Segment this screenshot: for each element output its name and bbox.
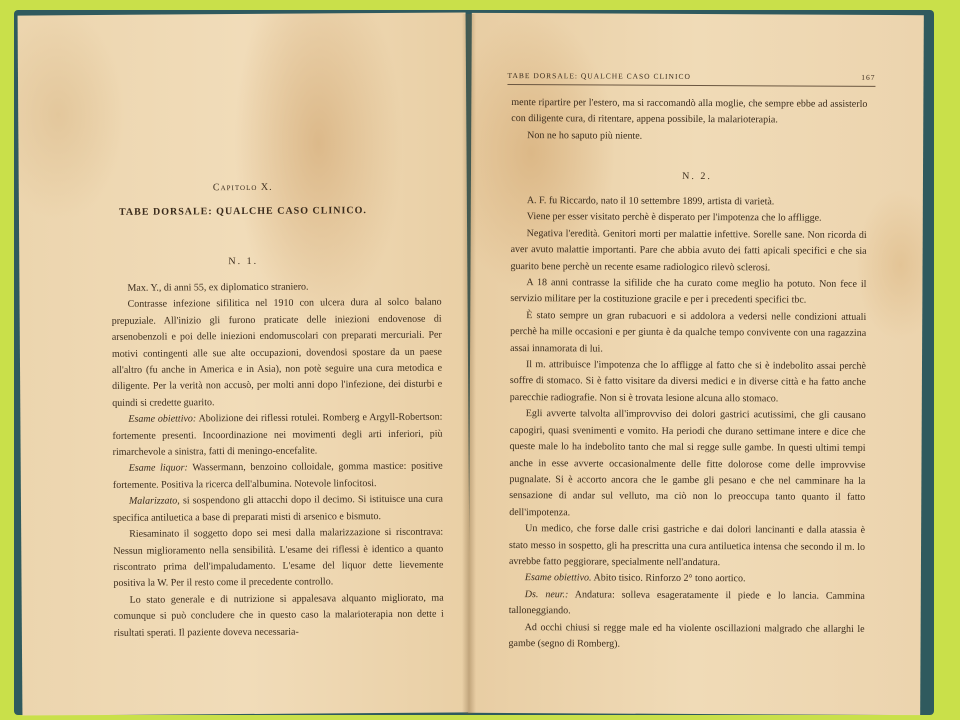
paragraph <box>113 459 443 494</box>
case-heading-1: N. 1. <box>228 255 259 268</box>
paragraph-text: Max. Y., di anni 55, ex diplomatico straniero. <box>127 281 309 294</box>
running-head-title: TABE DORSALE: QUALCHE CASO CLINICO <box>507 71 691 81</box>
paragraph <box>511 209 867 227</box>
right-body-text <box>508 193 866 654</box>
paragraph <box>511 193 867 211</box>
paragraph-text: A 18 anni contrasse la sifilide che ha curato come meglio ha potuto. Non fece il servizio militare per la costituzione gracile e per i precedenti specifici tbc. <box>510 277 867 307</box>
paragraph <box>113 525 443 593</box>
paragraph-text: Riesaminato il soggetto dopo sei mesi dalla malarizzazione si riscontrava: Nessun miglioramento nella sensibilità. L'esame dei riflessi è identico a quanto riscontrato prima dell'impaludamento. L'esame del liquor dette lievemente positiva la W. Per il resto come il precedente controllo. <box>113 526 444 590</box>
paragraph <box>511 95 867 130</box>
paragraph <box>510 308 866 359</box>
paragraph-text: Abolizione dei riflessi rotulei. Romberg e Argyll-Robertson: fortemente presenti. Incoordinazione nei movimenti degli arti inferiori, più rimarchevole a sinistra, fatti di meningo-encefalite. <box>112 411 443 458</box>
book-gutter <box>462 14 476 714</box>
paragraph <box>113 492 443 527</box>
paragraph-text: Non ne ho saputo più niente. <box>527 129 643 142</box>
paragraph-text: Wassermann, benzoino colloidale, gomma mastice: positive fortemente. Positiva la ricerca dell'albumina. Notevole linfocitosi. <box>112 461 443 491</box>
case-heading-2: N. 2. <box>682 170 712 183</box>
paragraph-label: Esame liquor: <box>128 462 188 475</box>
running-head <box>507 71 875 87</box>
paragraph-text: Egli avverte talvolta all'improvviso dei dolori gastrici acutissimi, che gli causano capogiri, quasi svenimenti e vomito. Ha periodi che durano settimane intere e dice che queste male lo ha indebolito tanto che mal si regge sulle gambe. In questi ultimi tempi anche in esse avverte occasionalmente delle fitte dolorose come delle improvvise pugnalate. Si è accorto ancora che le gambe gli pesano e che nel camminare ha la sensazione di andar sul velluto, ma ciò non lo preoccupa tanto quanto il fatto dell'impotenza. <box>509 408 866 519</box>
paragraph-text: È stato sempre un gran rubacuori e si addolora a vedersi nelle condizioni attuali perchè ha mille occasioni e per giunta è da qualche tempo convivente con una ragazzina assai innamorata di lui. <box>510 309 867 355</box>
paragraph <box>509 570 865 588</box>
paragraph <box>509 406 866 523</box>
paragraph-text: si sospendono gli attacchi dopo il decimo. Si istituisce una cura specifica antiluetica a base di preparati misti di arsenico e bismuto. <box>113 493 443 524</box>
paragraph <box>510 226 866 277</box>
left-page <box>18 12 471 715</box>
paragraph-text: Il m. attribuisce l'impotenza che lo affligge al fatto che si è indebolito assai perchè soffre di stomaco. Si è fatto visitare da diversi medici e in diverse città e ha fatto anche parecchie radiografie. Non si è trovata lesione alcuna allo stomaco. <box>509 359 867 405</box>
paragraph-text: Andatura: solleva esageratamente il piede e lo lancia. Cammina talloneggiando. <box>508 589 865 617</box>
paragraph <box>114 590 444 642</box>
paragraph-text: Ad occhi chiusi si regge male ed ha violente oscillazioni malgrado che allarghi le gambe (segno di Romberg). <box>508 621 865 650</box>
paragraph-label: Esame obiettivo. <box>524 572 592 584</box>
paragraph-label: Ds. neur.: <box>524 588 569 601</box>
paragraph-text: Lo stato generale e di nutrizione si appalesava alquanto migliorato, ma comunque si può concludere che in questo caso la malarioterapia non dette i risultati sperati. Il paziente doveva necessaria- <box>113 592 444 639</box>
paragraph <box>508 620 864 655</box>
paragraph-text: A. F. fu Riccardo, nato il 10 settembre 1899, artista di varietà. <box>526 195 775 208</box>
paragraph <box>510 357 866 408</box>
paragraph-label: Malarizzato, <box>128 495 180 508</box>
page-number: 167 <box>861 72 876 82</box>
chapter-number: Capitolo X. <box>212 181 273 194</box>
left-body-text <box>111 279 444 642</box>
paragraph <box>509 587 865 622</box>
paragraph-label: Esame obiettivo: <box>128 413 197 426</box>
paragraph-text: Contrasse infezione sifilitica nel 1910 con ulcera dura al solco balano prepuziale. All'inizio gli furono praticate delle iniezioni endovenose di arsenobenzoli e poi delle iniezioni endomuscolari con preparati mercuriali. Per motivi contingenti alle sue alte occupazioni, dovendosi spostare da un paese all'altro (fu anche in America e in Asia), non potè seguire una cura metodica e diligente. Per la verità non accusò, per molti anni dopo l'infezione, dei disturbi e quindi si credette guarito. <box>111 297 443 409</box>
paragraph <box>112 410 442 462</box>
chapter-title: TABE DORSALE: QUALCHE CASO CLINICO. <box>118 205 367 218</box>
right-top-text <box>511 95 867 146</box>
paragraph <box>112 295 443 412</box>
right-page <box>468 13 924 715</box>
paragraph <box>510 275 866 310</box>
paragraph <box>511 128 867 146</box>
paragraph-text: mente ripartire per l'estero, ma si raccomandò alla moglie, che sempre ebbe ad assisterlo con diligente cura, di ritentare, appena possibile, la malarioterapia. <box>511 97 868 126</box>
paragraph-text: Negativa l'eredità. Genitori morti per malattie infettive. Sorelle sane. Non ricorda di aver avuto malattie importanti. Pare che abbia avuto dei fatti apicali specifici e che sia guarito bene perchè un recente esame radiologico rilevò sclerosi. <box>510 227 867 274</box>
paragraph-text: Un medico, che forse dalle crisi gastriche e dai dolori lancinanti e dalla atassia è stato messo in sospetto, gli ha prescritta una cura antiluetica intensa che secondo il m. lo avrebbe fatto peggiorare, specialmente nell'andatura. <box>508 523 866 569</box>
paragraph-text: Viene per esser visitato perchè è disperato per l'impotenza che lo affligge. <box>526 211 822 225</box>
paragraph-text: Abito tisico. Rinforzo 2° tono aortico. <box>591 572 746 585</box>
paragraph <box>509 521 865 572</box>
